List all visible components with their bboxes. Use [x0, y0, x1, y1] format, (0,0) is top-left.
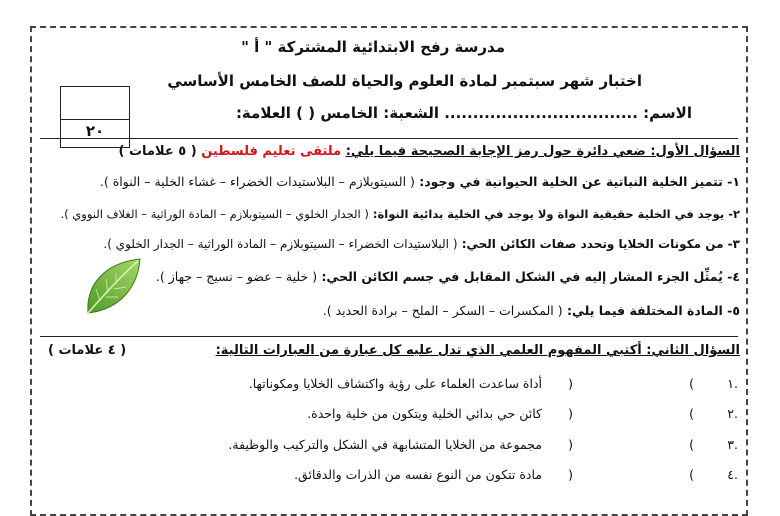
q1-item-1-text: ١- تتميز الخلية النباتية عن الخلية الحيوانية في وجود:: [419, 174, 740, 189]
q2-row-2-open-paren: (: [689, 406, 694, 421]
leaf-image: [82, 255, 144, 317]
q2-row-2-text: كائن حي بدائي الخلية ويتكون من خلية واحدة.: [307, 406, 542, 421]
q1-item-3-text: ٣- من مكونات الخلايا وتحدد صفات الكائن الحي:: [461, 237, 740, 251]
q2-heading: [216, 343, 740, 358]
q2-row-4-num: ٤.: [727, 467, 738, 482]
q2-row-3-num: ٣.: [727, 437, 738, 452]
q1-marks: ( ٥ علامات ): [118, 144, 197, 159]
q2-row-2-close-paren: ): [568, 406, 573, 421]
q1-item-5: [323, 303, 740, 318]
q2-row-4: [0, 467, 780, 491]
q2-row-2: [0, 406, 780, 430]
student-info-line: الاسم: .................................. الشعبة: الخامس ( ) العلامة:: [235, 104, 692, 122]
q1-item-1-options: ( السيتوبلازم – البلاستيدات الخضراء – غشاء الخلية – النواة ).: [99, 174, 415, 189]
q1-item-3: [103, 237, 740, 251]
q2-row-3-close-paren: ): [568, 437, 573, 452]
q1-item-5-options: ( المكسرات – السكر – الملح – برادة الحديد ).: [322, 303, 563, 318]
q2-row-1-open-paren: (: [689, 376, 694, 391]
q2-row-1: [0, 376, 780, 400]
q2-row-4-open-paren: (: [689, 467, 694, 482]
section-divider-2: [40, 336, 738, 337]
grade-box-divider: [61, 119, 129, 120]
q2-row-1-num: ١.: [727, 376, 738, 391]
total-mark: ٢٠: [85, 122, 105, 140]
q2-row-3: [0, 437, 780, 461]
q1-item-2-text: ٢- يوجد في الخلية حقيقية النواة ولا يوجد في الخلية بدائية النواة:: [372, 207, 740, 221]
q2-row-3-open-paren: (: [689, 437, 694, 452]
q2-row-3-text: مجموعة من الخلايا المتشابهة في الشكل والتركيب والوظيفة.: [228, 437, 542, 452]
q1-item-2-options: ( الجدار الخلوي – السيتوبلازم – المادة الوراثية – الغلاف النووي ).: [60, 207, 369, 221]
q2-row-4-close-paren: ): [568, 467, 573, 482]
q1-item-4-text: ٤- يُمثِّل الجزء المشار إليه في الشكل المقابل في جسم الكائن الحي:: [321, 269, 740, 284]
watermark-text: ملتقى تعليم فلسطين: [201, 144, 342, 159]
q2-row-1-close-paren: ): [568, 376, 573, 391]
school-name: مدرسة رفح الابتدائية المشتركة " أ ": [241, 38, 505, 56]
q2-row-1-text: أداة ساعدت العلماء على رؤية واكتشاف الخلايا ومكوناتها.: [248, 376, 542, 391]
q1-item-4-options: ( خلية – عضو – نسيج – جهاز ).: [155, 269, 318, 284]
q1-item-4: [156, 269, 740, 284]
q2-row-2-num: ٢.: [727, 406, 738, 421]
q1-item-2: [61, 207, 741, 221]
q2-heading-text: السؤال الثاني: أكتبي المفهوم العلمي الذي تدل عليه كل عبارة من العبارات التالية:: [215, 343, 740, 358]
q1-item-1: [100, 174, 740, 189]
q1-heading: السؤال الأول: ضعي دائرة حول رمز الإجابة الصحيحة فيما يلي:: [345, 144, 740, 159]
q1-item-5-text: ٥- المادة المختلفة فيما يلي:: [566, 303, 740, 318]
q2-row-4-text: مادة تتكون من النوع نفسه من الذرات والدقائق.: [294, 467, 542, 482]
q2-marks: ( ٤ علامات ): [48, 343, 127, 358]
section-divider-1: [40, 138, 738, 139]
q1-heading-row: [119, 144, 741, 159]
exam-title: اختبار شهر سبتمبر لمادة العلوم والحياة للصف الخامس الأساسي: [167, 72, 642, 90]
q1-item-3-options: ( البلاستيدات الخضراء – السيتوبلازم – المادة الوراثية – الجدار الخلوي ).: [103, 237, 458, 251]
